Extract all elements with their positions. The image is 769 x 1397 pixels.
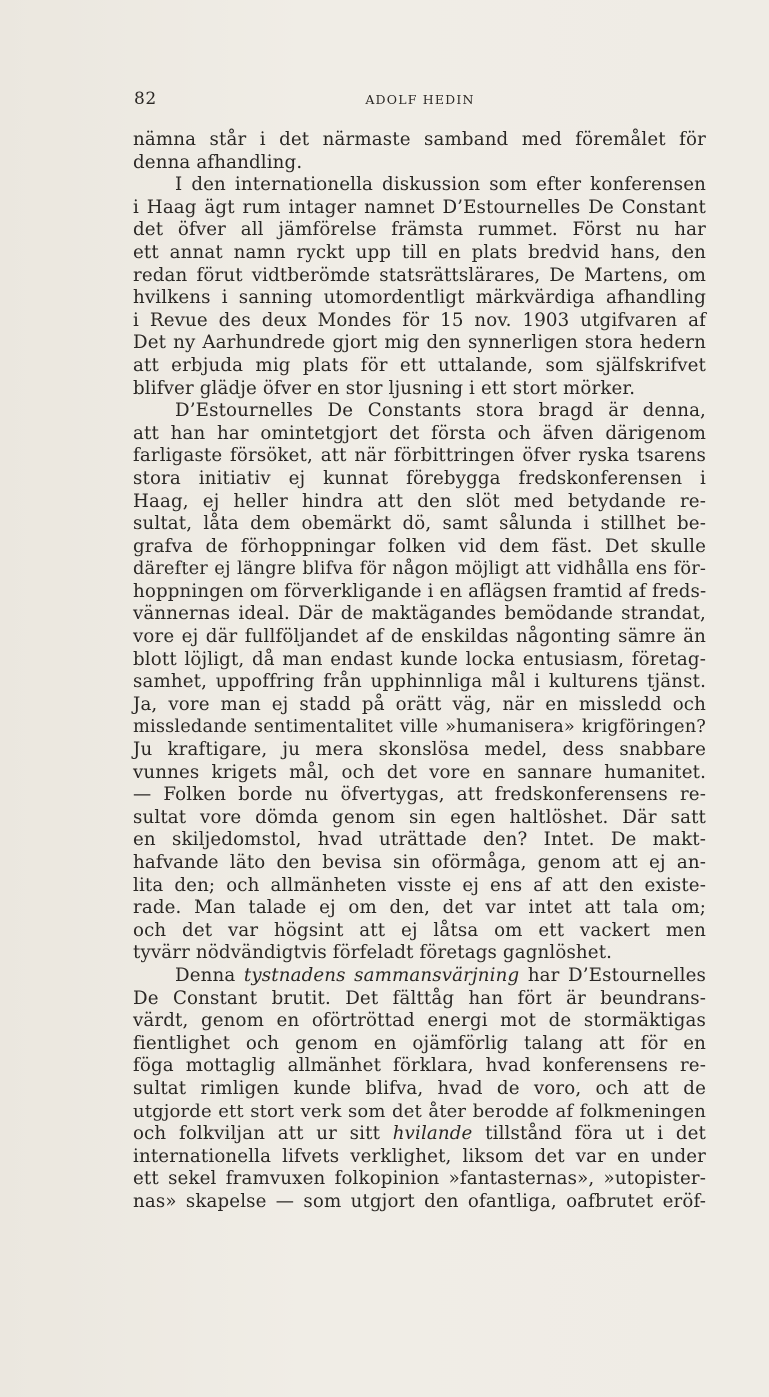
text-line: föga mottaglig allmänhet förklara, hvad konferensens re- bbox=[133, 1055, 706, 1077]
text-line: samhet, uppoffring från upphinnliga mål i kulturens tjänst. bbox=[133, 671, 706, 693]
text-line: blifver glädje öfver en stor ljusning i ett stort mörker. bbox=[133, 377, 636, 399]
text-line: rade. Man talade ej om den, det var intet att tala om; bbox=[133, 897, 706, 919]
text-line: Ju kraftigare, ju mera skonslösa medel, dess snabbare bbox=[133, 739, 706, 761]
text-line bbox=[133, 965, 706, 988]
text-line: i Haag ägt rum intager namnet D’Estournelles De Constant bbox=[133, 196, 706, 218]
text-line: ett annat namn ryckt upp till en plats bredvid hans, den bbox=[133, 241, 706, 263]
text-line: och det var högsint att ej låtsa om ett vackert men bbox=[133, 919, 706, 941]
text-line: fientlighet och genom en ojämförlig talang att för en bbox=[133, 1032, 706, 1054]
text-line: denna afhandling. bbox=[133, 151, 303, 173]
text-line: det öfver all jämförelse främsta rummet. Först nu har bbox=[133, 219, 706, 241]
text-segment: har D’Estournelles bbox=[519, 964, 706, 986]
running-head: ADOLF HEDIN bbox=[365, 92, 475, 107]
italic-phrase: tystnadens sammansvärjning bbox=[243, 964, 520, 986]
page-number: 82 bbox=[134, 89, 157, 109]
italic-phrase: hvilande bbox=[392, 1123, 473, 1145]
text-line: Ja, vore man ej stadd på orätt väg, när en missledd och bbox=[133, 693, 706, 715]
text-line bbox=[133, 1123, 706, 1146]
text-segment: Denna bbox=[175, 964, 244, 986]
body-text bbox=[133, 129, 706, 1214]
text-line: utgjorde ett stort verk som det åter berodde af folkmeningen bbox=[133, 1100, 706, 1122]
text-segment: tillstånd föra ut i det bbox=[472, 1123, 706, 1145]
text-line: sultat, låta dem obemärkt dö, samt sålunda i stillhet be- bbox=[133, 513, 706, 535]
text-line: hafvande läto den bevisa sin oförmåga, genom att ej an- bbox=[133, 852, 706, 873]
text-segment: och folkviljan att ur sitt bbox=[133, 1123, 393, 1145]
text-line: — Folken borde nu öfvertygas, att fredskonferensens re- bbox=[133, 784, 706, 806]
text-line: att han har omintetgjort det första och äfven därigenom bbox=[133, 422, 706, 444]
text-line: en skiljedomstol, hvad uträttade den? Intet. De makt- bbox=[133, 829, 706, 851]
text-line: i Revue des deux Mondes för 15 nov. 1903 utgifvaren af bbox=[133, 309, 706, 331]
text-line: D’Estournelles De Constants stora bragd är denna, bbox=[175, 400, 706, 422]
text-line: sultat vore dömda genom sin egen haltlöshet. Där satt bbox=[133, 806, 706, 828]
text-line: därefter ej längre blifva för någon möjligt att vidhålla ens för- bbox=[133, 558, 706, 580]
text-line: internationella lifvets verklighet, liksom det var en under bbox=[133, 1145, 706, 1167]
text-line: vunnes krigets mål, och det vore en sannare humanitet. bbox=[133, 761, 706, 783]
text-line: Haag, ej heller hindra att den slöt med betydande re- bbox=[133, 490, 706, 512]
text-line: lita den; och allmänheten visste ej ens af att den existe- bbox=[133, 874, 706, 896]
text-line: vore ej där fullföljandet af de enskildas någonting sämre än bbox=[133, 626, 706, 648]
text-line: stora initiativ ej kunnat förebygga fredskonferensen i bbox=[133, 467, 706, 489]
text-line: Det ny Aarhundrede gjort mig den synnerligen stora hedern bbox=[133, 332, 706, 354]
text-line: att erbjuda mig plats för ett uttalande, som själfskrifvet bbox=[133, 354, 706, 376]
text-line: nas» skapelse — som utgjort den ofantliga, oafbrutet eröf- bbox=[133, 1190, 706, 1212]
text-line: tyvärr nödvändigtvis förfeladt företags gagnlöshet. bbox=[133, 942, 613, 964]
text-line: hoppningen om förverkligande i en aflägsen framtid af freds- bbox=[133, 580, 707, 602]
text-line: vännernas ideal. Där de maktägandes bemödande strandat, bbox=[133, 603, 706, 625]
text-line: missledande sentimentalitet ville »humanisera» krigföringen? bbox=[133, 716, 706, 738]
text-line: värdt, genom en oförtröttad energi mot de stormäktigas bbox=[133, 1010, 706, 1032]
page-header bbox=[134, 89, 706, 111]
text-line: hvilkens i sanning utomordentligt märkvärdiga afhandling bbox=[133, 287, 706, 309]
text-line: I den internationella diskussion som efter konferensen bbox=[175, 174, 706, 196]
text-line: farligaste försöket, att när förbittringen öfver ryska tsarens bbox=[133, 445, 706, 467]
text-line: blott löjligt, då man endast kunde locka entusiasm, företag- bbox=[133, 648, 706, 670]
text-line: nämna står i det närmaste samband med föremålet för bbox=[133, 129, 706, 150]
text-line: grafva de förhoppningar folken vid dem fäst. Det skulle bbox=[133, 535, 706, 557]
text-line: redan förut vidtberömde statsrättslärares, De Martens, om bbox=[133, 264, 706, 286]
text-line: De Constant brutit. Det fälttåg han fört är beundrans- bbox=[133, 987, 706, 1009]
text-line: sultat rimligen kunde blifva, hvad de voro, och att de bbox=[133, 1077, 706, 1099]
text-line: ett sekel framvuxen folkopinion »fantasternas», »utopister- bbox=[133, 1168, 706, 1190]
